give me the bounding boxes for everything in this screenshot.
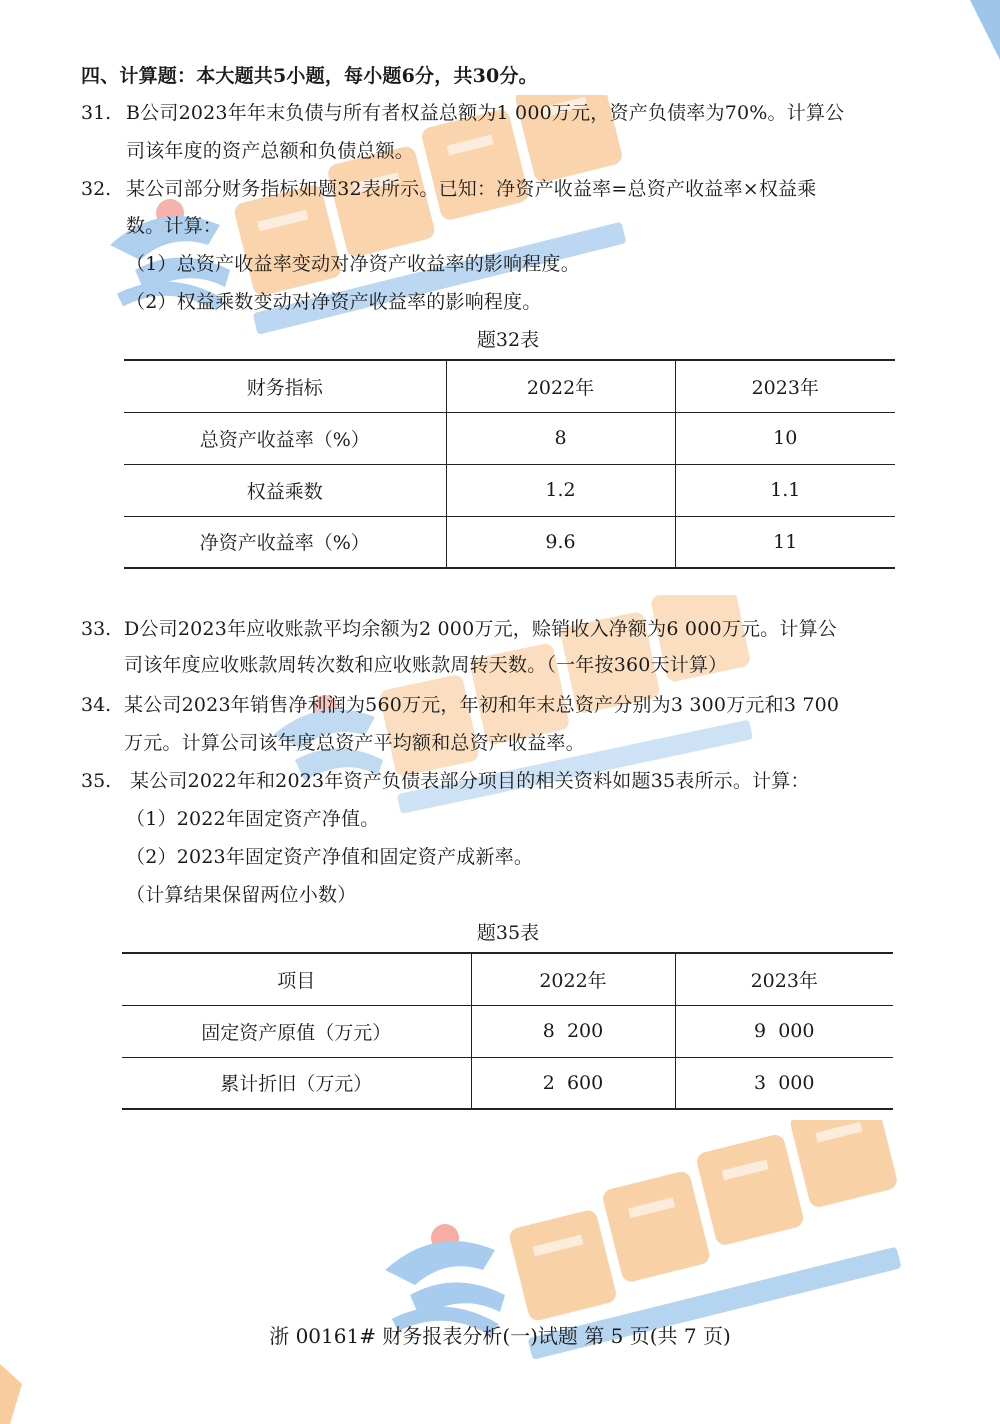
table-cell: 固定资产原值（万元） bbox=[201, 1021, 392, 1044]
watermark-corner-top-right bbox=[964, 0, 1000, 60]
watermark-person-icon bbox=[385, 1224, 505, 1330]
watermark-corner-bottom-left bbox=[0, 1354, 26, 1424]
table-cell: 2 600 bbox=[471, 1057, 675, 1109]
table-row bbox=[122, 1057, 893, 1109]
table-row bbox=[124, 412, 895, 464]
table-cell: 权益乘数 bbox=[246, 480, 323, 503]
table-32-header-2022: 2022年 bbox=[446, 360, 675, 412]
question-34-line-1: 某公司2023年销售净利润为560万元，年初和年末总资产分别为3 300万元和3 700 bbox=[124, 694, 840, 716]
table-cell: 9.6 bbox=[446, 516, 675, 568]
question-35-sub-3: （计算结果保留两位小数） bbox=[126, 884, 357, 906]
question-33-line-1: D公司2023年应收账款平均余额为2 000万元，赊销收入净额为6 000万元。计算公 bbox=[124, 618, 837, 640]
table-32-caption: 题32表 bbox=[476, 329, 540, 351]
question-34-number: 34. bbox=[81, 694, 112, 716]
question-34-line-2: 万元。计算公司该年度总资产平均额和总资产收益率。 bbox=[124, 732, 585, 754]
question-32-sub-1: （1）总资产收益率变动对净资产收益率的影响程度。 bbox=[126, 253, 580, 275]
question-33-number: 33. bbox=[81, 618, 112, 640]
question-32-sub-2: （2）权益乘数变动对净资产收益率的影响程度。 bbox=[126, 291, 542, 313]
question-32-line-1: 某公司部分财务指标如题32表所示。已知：净资产收益率=总资产收益率×权益乘 bbox=[126, 178, 817, 200]
question-31-line-2: 司该年度的资产总额和负债总额。 bbox=[126, 140, 415, 162]
question-35-sub-2: （2）2023年固定资产净值和固定资产成新率。 bbox=[126, 846, 534, 868]
table-cell: 3 000 bbox=[675, 1057, 893, 1109]
table-cell: 10 bbox=[675, 412, 895, 464]
table-cell: 8 bbox=[446, 412, 675, 464]
question-31-line-1: B公司2023年年末负债与所有者权益总额为1 000万元，资产负债率为70%。计算公 bbox=[126, 102, 845, 124]
table-cell: 9 000 bbox=[675, 1005, 893, 1057]
section-heading: 四、计算题：本大题共5小题，每小题6分，共30分。 bbox=[81, 65, 538, 87]
table-cell: 1.2 bbox=[446, 464, 675, 516]
table-row bbox=[124, 516, 895, 568]
table-32 bbox=[124, 359, 895, 569]
question-35-line-1: 某公司2022年和2023年资产负债表部分项目的相关资料如题35表所示。计算： bbox=[130, 770, 810, 792]
table-row bbox=[122, 1005, 893, 1057]
page-footer: 浙 00161# 财务报表分析(一)试题 第 5 页(共 7 页) bbox=[269, 1324, 731, 1348]
question-32-line-2: 数。计算： bbox=[126, 215, 223, 237]
table-32-header-row bbox=[124, 360, 895, 412]
table-35-header-2022: 2022年 bbox=[471, 953, 675, 1005]
question-33-line-2: 司该年度应收账款周转次数和应收账款周转天数。（一年按360天计算） bbox=[124, 654, 728, 676]
question-31-number: 31. bbox=[81, 102, 112, 124]
table-cell: 净资产收益率（%） bbox=[199, 532, 370, 555]
table-cell: 1.1 bbox=[675, 464, 895, 516]
table-35 bbox=[122, 952, 893, 1110]
table-32-header-indicator: 财务指标 bbox=[246, 376, 323, 399]
table-cell: 总资产收益率（%） bbox=[199, 428, 370, 451]
table-32-header-2023: 2023年 bbox=[675, 360, 895, 412]
watermark-brand-blocks bbox=[497, 1120, 909, 1322]
table-cell: 8 200 bbox=[471, 1005, 675, 1057]
table-35-caption: 题35表 bbox=[476, 922, 540, 944]
table-row bbox=[124, 464, 895, 516]
table-cell: 累计折旧（万元） bbox=[220, 1073, 373, 1096]
question-35-number: 35. bbox=[81, 770, 112, 792]
table-cell: 11 bbox=[675, 516, 895, 568]
table-35-header-2023: 2023年 bbox=[675, 953, 893, 1005]
table-35-header-row bbox=[122, 953, 893, 1005]
table-35-header-item: 项目 bbox=[277, 969, 316, 992]
question-35-sub-1: （1）2022年固定资产净值。 bbox=[126, 808, 380, 830]
watermark-url-bar bbox=[253, 222, 627, 335]
question-32-number: 32. bbox=[81, 178, 112, 200]
